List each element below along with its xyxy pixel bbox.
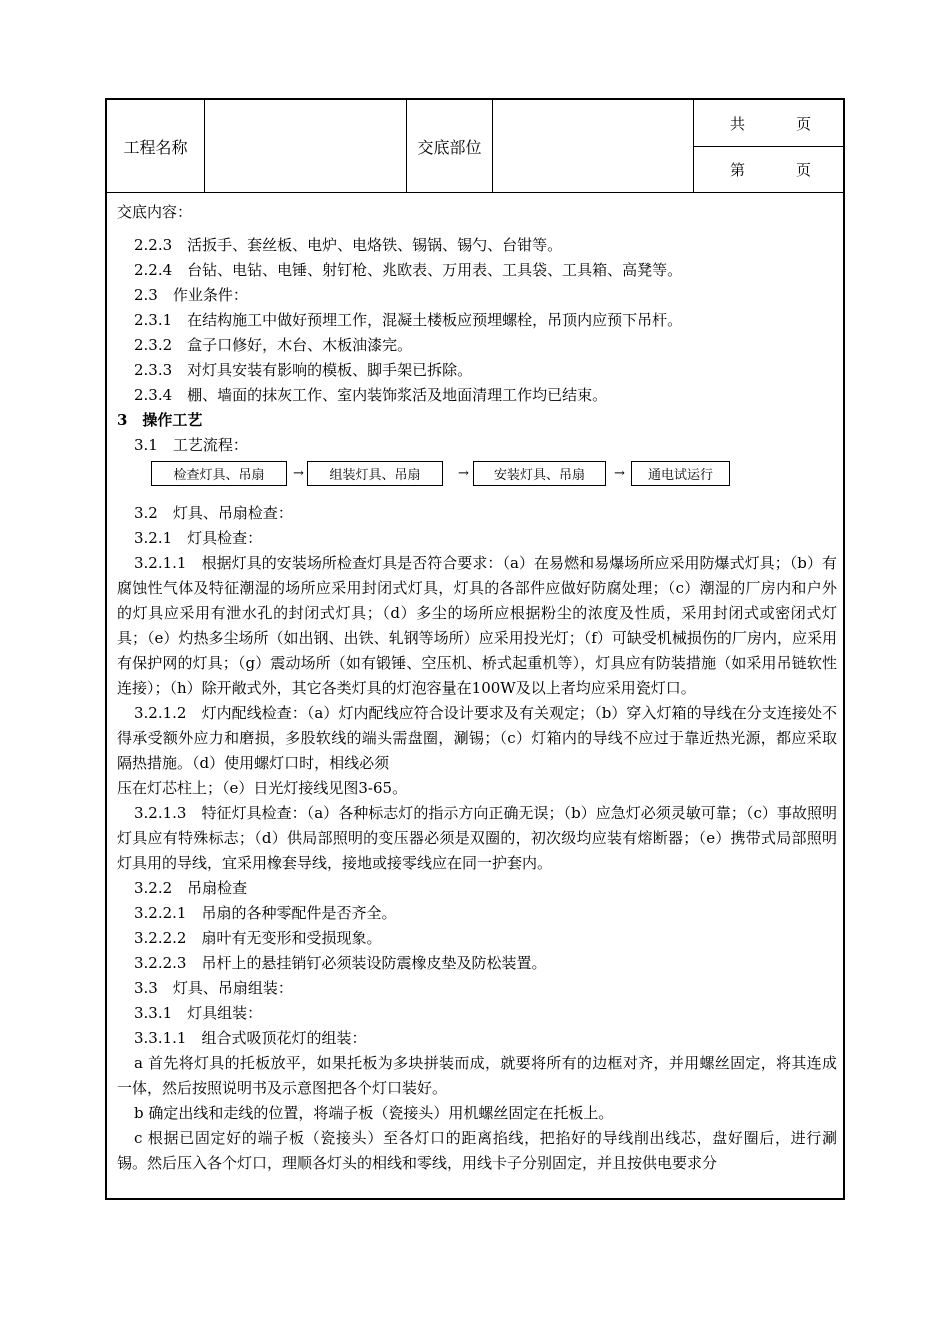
flow-step-inspect: 检查灯具、吊扇	[151, 461, 287, 486]
text-line: 3.2.2 吊扇检查	[134, 879, 248, 897]
flow-arrow-icon: →	[458, 466, 469, 481]
content-title: 交底内容：	[117, 203, 193, 221]
project-name-value[interactable]	[205, 100, 407, 192]
total-pages-row	[694, 100, 843, 147]
flow-arrow-icon: →	[614, 466, 625, 481]
process-flowchart	[117, 458, 837, 492]
paragraph-step-b: b 确定出线和走线的位置，将端子板（瓷接头）用机螺丝固定在托板上。	[134, 1104, 614, 1122]
paragraph-step-c: c 根据已固定好的端子板（瓷接头）至各灯口的距离掐线，把掐好的导线削出线芯，盘好圈后，进行涮锡。然后压入各个灯口，理顺各灯头的相线和零线，用线卡子分别固定，并且按供电要求分	[117, 1129, 837, 1172]
flow-step-install: 安装灯具、吊扇	[473, 461, 606, 486]
flow-step-power-test: 通电试运行	[631, 461, 730, 486]
header-table	[107, 100, 843, 193]
project-name-label: 工程名称	[107, 100, 205, 192]
text-line: 3.3 灯具、吊扇组装：	[134, 979, 293, 997]
text-line: 3.2.1 灯具检查：	[134, 529, 263, 547]
total-pages-unit: 页	[796, 114, 812, 133]
handover-content	[117, 204, 837, 1176]
text-line: 3.2.2.1 吊扇的各种零配件是否齐全。	[134, 904, 397, 922]
text-line: 2.2.3 活扳手、套丝板、电炉、电烙铁、锡锅、锡勺、台钳等。	[134, 236, 563, 254]
page-number-row	[694, 146, 843, 192]
paragraph-3-2-1-2-end: 压在灯芯柱上；（e）日光灯接线见图3-65。	[117, 779, 408, 797]
section-heading: 3 操作工艺	[117, 411, 203, 429]
text-line: 3.2.2.3 吊杆上的悬挂销钉必须装设防震橡皮垫及防松装置。	[134, 954, 547, 972]
text-line: 3.3.1 灯具组装：	[134, 1004, 263, 1022]
text-line: 3.2.2.2 扇叶有无变形和受损现象。	[134, 929, 382, 947]
total-pages-label: 共	[730, 114, 746, 133]
page-number-label: 第	[730, 160, 746, 179]
handover-location-label: 交底部位	[407, 100, 493, 192]
flow-title: 3.1 工艺流程：	[134, 436, 248, 454]
flow-arrow-icon: →	[293, 466, 304, 481]
handover-location-value[interactable]	[493, 100, 694, 192]
flow-step-assemble: 组装灯具、吊扇	[307, 461, 443, 486]
page-count-cell	[694, 100, 843, 192]
text-line: 2.3.4 棚、墙面的抹灰工作、室内装饰浆活及地面清理工作均已结束。	[134, 386, 608, 404]
text-line: 3.3.1.1 组合式吸顶花灯的组装：	[134, 1029, 367, 1047]
text-line: 2.3.1 在结构施工中做好预埋工作，混凝土楼板应预埋螺栓，吊顶内应预下吊杆。	[134, 311, 683, 329]
text-line: 2.3 作业条件：	[134, 286, 248, 304]
paragraph-3-2-1-2: 3.2.1.2 灯内配线检查：（a）灯内配线应符合设计要求及有关观定；（b）穿入灯箱的导线在分支连接处不得承受额外应力和磨损，多股软线的端头需盘圈，涮锡；（c）灯箱内的导线不应过于靠近热光源，都应采取隔热措施。（d）使用螺灯口时，相线必须	[117, 704, 837, 772]
document-frame	[105, 98, 845, 1200]
text-line: 2.2.4 台钻、电钻、电锤、射钉枪、兆欧表、万用表、工具袋、工具箱、高凳等。	[134, 261, 683, 279]
text-line: 3.2 灯具、吊扇检查：	[134, 504, 293, 522]
paragraph-3-2-1-1: 3.2.1.1 根据灯具的安装场所检查灯具是否符合要求：（a）在易燃和易爆场所应采用防爆式灯具；（b）有腐蚀性气体及特征潮湿的场所应采用封闭式灯具，灯具的各部件应做好防腐处理；（c）潮湿的厂房内和户外的灯具应采用有泄水孔的封闭式灯具；（d）多尘的场所应根据粉尘的浓度及性质，采用封闭式或密闭式灯具；（e）灼热多尘场所（如出钢、出铁、轧钢等场所）应采用投光灯；（f）可缺受机械损伤的厂房内，应采用有保护网的灯具；（g）震动场所（如有锻锤、空压机、桥式起重机等），灯具应有防装措施（如采用吊链软性连接）；（h）除开敞式外，其它各类灯具的灯泡容量在100W及以上者均应采用瓷灯口。	[117, 554, 837, 697]
page-number-unit: 页	[796, 160, 812, 179]
paragraph-step-a: a 首先将灯具的托板放平，如果托板为多块拼装而成，就要将所有的边框对齐，并用螺丝固定，将其连成一体，然后按照说明书及示意图把各个灯口装好。	[117, 1054, 837, 1097]
text-line: 2.3.2 盒子口修好，木台、木板油漆完。	[134, 336, 413, 354]
text-line: 2.3.3 对灯具安装有影响的模板、脚手架已拆除。	[134, 361, 473, 379]
paragraph-3-2-1-3: 3.2.1.3 特征灯具检查：（a）各种标志灯的指示方向正确无误；（b）应急灯必须灵敏可靠；（c）事故照明灯具应有特殊标志；（d）供局部照明的变压器必须是双圈的，初次级均应装有熔断器；（e）携带式局部照明灯具用的导线，宜采用橡套导线，接地或接零线应在同一护套内。	[117, 804, 837, 872]
